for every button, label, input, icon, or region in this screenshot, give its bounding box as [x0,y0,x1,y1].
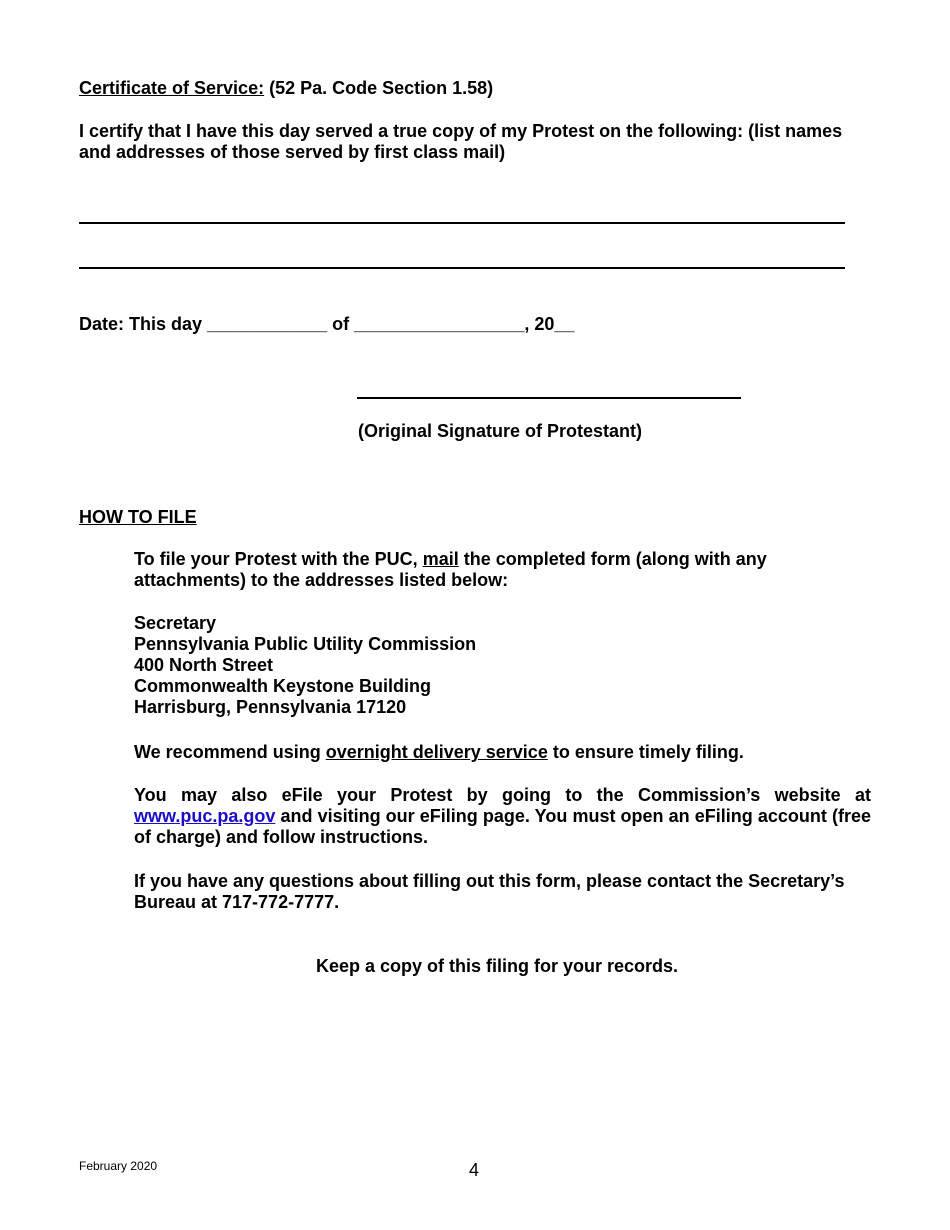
keep-copy-note: Keep a copy of this filing for your records. [316,956,679,976]
signature-line[interactable] [357,397,741,399]
filing-instruction [134,549,874,591]
certificate-citation: (52 Pa. Code Section 1.58) [264,78,494,98]
date-label: Date: This day [79,314,208,334]
certificate-heading [79,78,879,99]
address-line: Harrisburg, Pennsylvania 17120 [134,697,407,717]
date-month-blank[interactable]: _________________ [354,314,525,334]
address-line: Commonwealth Keystone Building [134,676,432,696]
address-line: 400 North Street [134,655,274,675]
efile-post: and visiting our eFiling page. You must open an eFiling account (free of charge) and follow instructions. [134,806,871,847]
date-year-blank[interactable]: __ [554,314,575,334]
address-line: Secretary [134,613,217,633]
questions-paragraph: If you have any questions about filling out this form, please contact the Secretary’s Bureau at 717-772-7777. [134,871,845,912]
efile-paragraph [134,785,871,848]
signature-caption: (Original Signature of Protestant) [358,421,643,441]
served-party-line-1[interactable] [79,222,845,224]
recommend-post: to ensure timely filing. [547,742,744,762]
how-to-file-heading: HOW TO FILE [79,507,197,527]
filing-instruction-mail: mail [422,549,459,569]
delivery-recommendation [134,742,874,763]
page-number: 4 [469,1160,480,1180]
puc-website-link[interactable]: www.puc.pa.gov [134,806,276,826]
address-line: Pennsylvania Public Utility Commission [134,634,477,654]
date-day-blank[interactable]: ____________ [207,314,328,334]
recommend-pre: We recommend using [134,742,326,762]
date-line [79,314,574,335]
certificate-title: Certificate of Service: [79,78,265,98]
date-year-prefix: , 20 [524,314,555,334]
filing-instruction-pre: To file your Protest with the PUC, [134,549,423,569]
recommend-overnight: overnight delivery service [325,742,548,762]
efile-pre: You may also eFile your Protest by going to the Commission’s website at [134,785,871,805]
served-party-line-2[interactable] [79,267,845,269]
mailing-address [134,613,734,718]
certificate-statement: I certify that I have this day served a true copy of my Protest on the following: (list names and addresses of those served by first class mail) [79,121,843,162]
date-of-label: of [327,314,355,334]
filing-instruction-post: the completed form (along with any attachments) to the addresses listed below: [134,549,767,590]
footer-date: February 2020 [79,1159,158,1173]
